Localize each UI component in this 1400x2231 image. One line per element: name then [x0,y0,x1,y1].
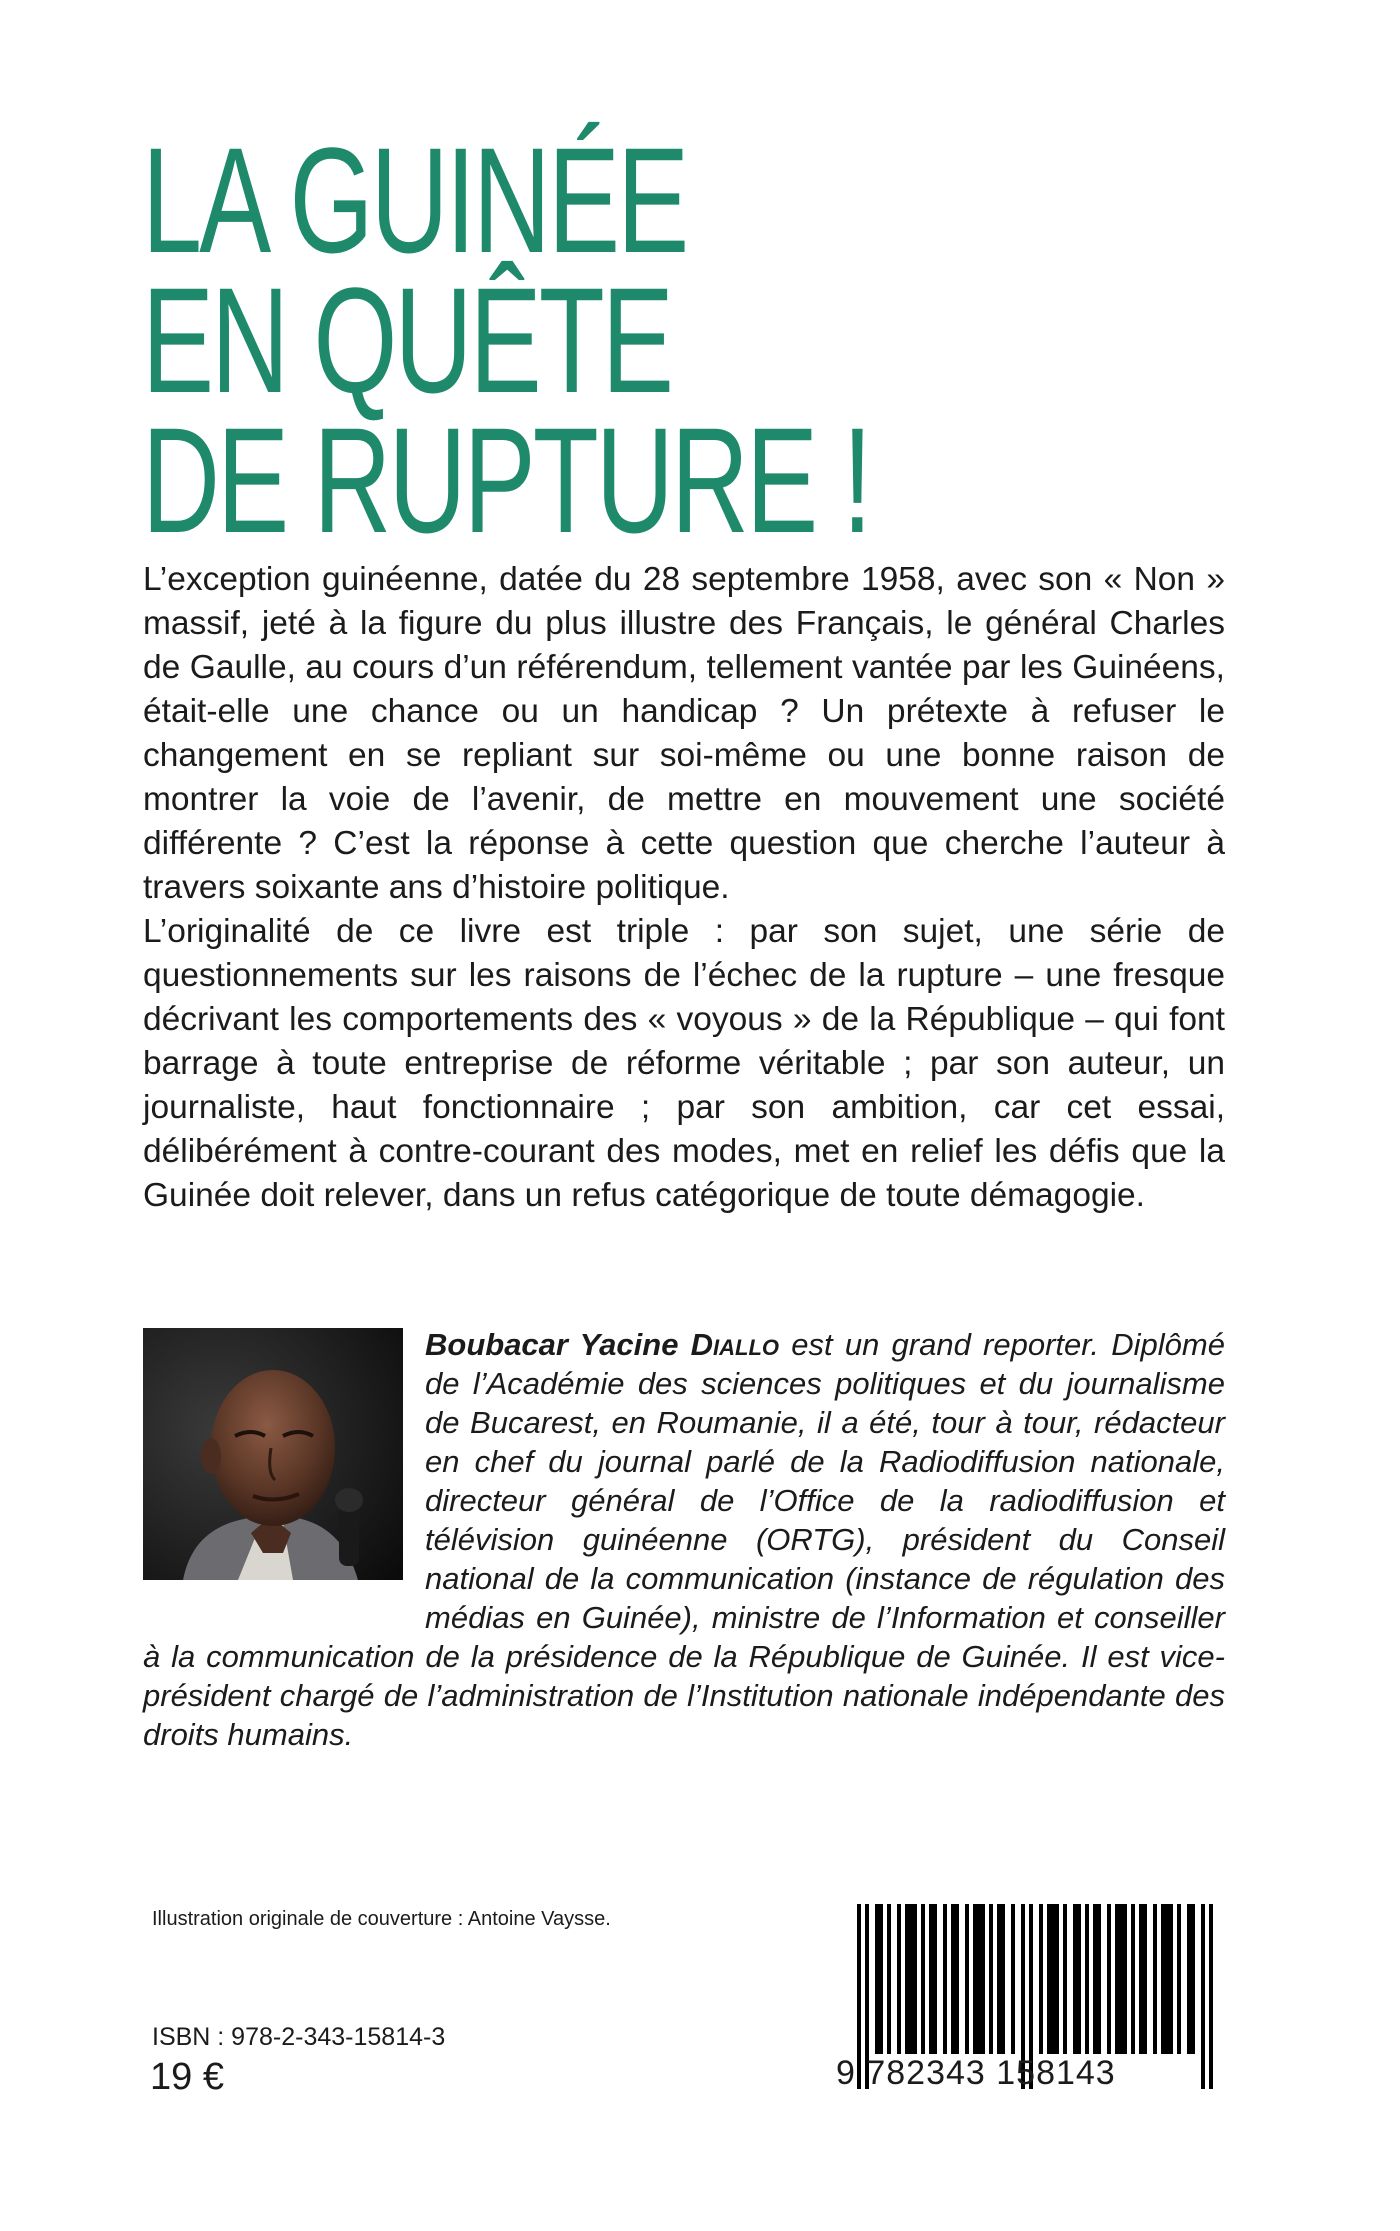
author-bio [143,1325,1225,1754]
author-bio-text: est un grand reporter. Diplômé de l’Académie des sciences politiques et du journalisme de Bucarest, en Roumanie, il a été, tour à tour, rédacteur en chef du journal parlé de la Radiodiffusion nationale, directeur général de l’Office de la radiodiffusion et télévision guinéenne (ORTG), président du Conseil national de la communication (instance de régulation des médias en Guinée), ministre de l’Information et conseiller à la communication de la présidence de la République de Guinée. Il est vice-président chargé de l’administration de l’Institution nationale indépendante des droits humains. [143,1327,1225,1752]
back-cover-blurb [143,558,1225,1218]
title-line-3: DE RUPTURE ! [142,396,870,564]
portrait-spacer [143,1325,425,1601]
barcode-digits: 9 782343 158143 [836,2054,1116,2092]
isbn: ISBN : 978-2-343-15814-3 [152,2023,446,2051]
blurb-paragraph-2: L’originalité de ce livre est triple : par son sujet, une série de questionnements sur les raisons de l’échec de la rupture – une fresque décrivant les comportements des « voyous » de la République – qui font barrage à toute entreprise de réforme véritable ; par son auteur, un journaliste, haut fonctionnaire ; par son ambition, car cet essai, délibérément à contre-courant des modes, met en relief les défis que la Guinée doit relever, dans un refus catégorique de toute démagogie. [143,913,1225,1214]
title-line-1: LA GUINÉE [142,116,687,284]
blurb-paragraph-1: L’exception guinéenne, datée du 28 septembre 1958, avec son « Non » massif, jeté à la figure du plus illustre des Français, le général Charles de Gaulle, au cours d’un référendum, tellement vantée par les Guinéens, était-elle une chance ou un handicap ? Un prétexte à refuser le changement en se repliant sur soi-même ou une bonne raison de montrer la voie de l’avenir, de mettre en mouvement une société différente ? C’est la réponse à cette question que cherche l’auteur à travers soixante ans d’histoire politique. [143,561,1225,906]
author-first-names: Boubacar Yacine [425,1327,679,1362]
author-surname: Diallo [690,1327,780,1362]
book-title [142,116,870,564]
title-line-2: EN QUÊTE [142,256,672,424]
price: 19 € [150,2056,224,2098]
illustration-credit: Illustration originale de couverture : Antoine Vaysse. [152,1908,611,1930]
